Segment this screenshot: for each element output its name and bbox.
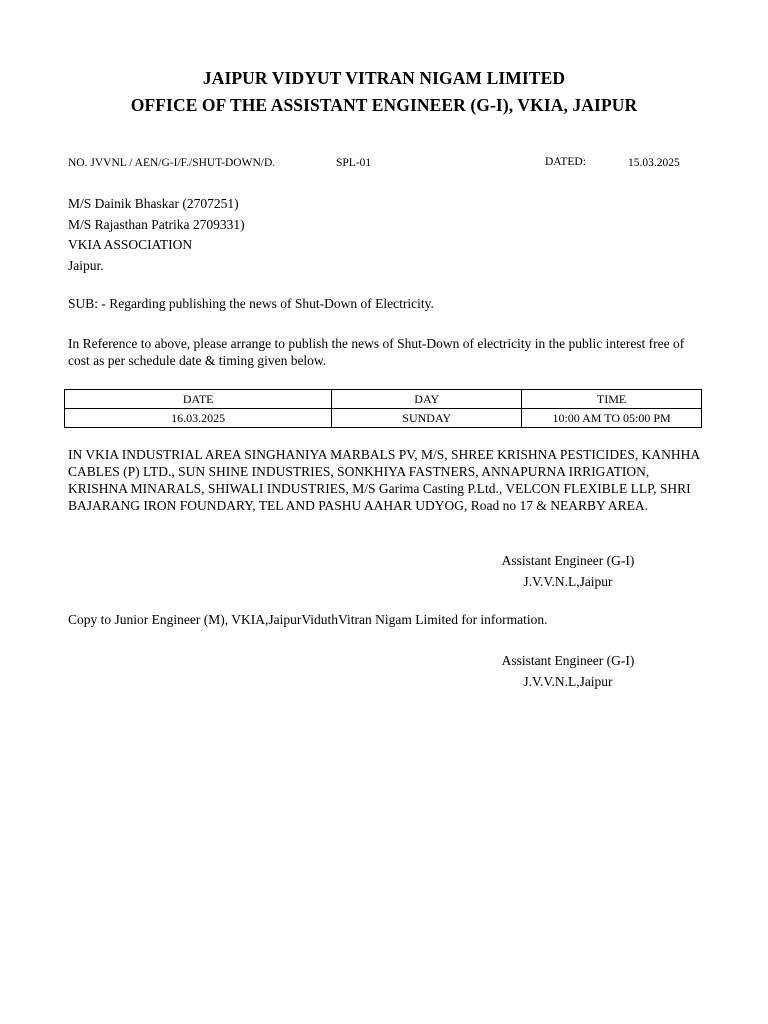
column-header-day: DAY [332, 390, 522, 409]
reference-spl: SPL-01 [336, 157, 372, 169]
body-paragraph: In Reference to above, please arrange to publish the news of Shut-Down of electricity in the public interest free of cost as per schedule date & timing given below. [68, 336, 685, 368]
table-row [65, 409, 702, 428]
column-header-time: TIME [522, 390, 702, 409]
office-title: OFFICE OF THE ASSISTANT ENGINEER (G-I), VKIA, JAIPUR [130, 95, 638, 115]
signature-block-copy [470, 650, 666, 692]
cell-day: SUNDAY [332, 409, 522, 428]
organization-title: JAIPUR VIDYUT VITRAN NIGAM LIMITED [202, 68, 566, 88]
reference-number: NO. JVVNL / AEN/G-I/F./SHUT-DOWN/D. [68, 157, 276, 169]
addressee-line: M/S Dainik Bhaskar (2707251) [68, 196, 239, 211]
table-header-row [65, 390, 702, 409]
shutdown-schedule-table [64, 389, 702, 428]
addressee-line: M/S Rajasthan Patrika 2709331) [68, 216, 245, 232]
addressee-line: VKIA ASSOCIATION [68, 237, 193, 252]
subject-line: SUB: - Regarding publishing the news of Shut-Down of Electricity. [68, 296, 434, 311]
signatory-designation: Assistant Engineer (G-I) [501, 653, 635, 668]
letter-date: 15.03.2025 [628, 157, 680, 169]
column-header-date: DATE [65, 390, 332, 409]
addressee-line: Jaipur. [68, 257, 104, 273]
affected-area-paragraph: IN VKIA INDUSTRIAL AREA SINGHANIYA MARBALS PV, M/S, SHREE KRISHNA PESTICIDES, KANHHA CABLES (P) LTD., SUN SHINE INDUSTRIES, SONKHIYA FASTNERS, ANNAPURNA IRRIGATION, KRISHNA MINARALS, SHIWALI INDUSTRIES, M/S Garima Casting P.Ltd., VELCON FLEXIBLE LLP, SHRI BAJARANG IRON FOUNDARY, TEL AND PASHU AAHAR UDYOG, Road no 17 & NEARBY AREA. [68, 447, 700, 513]
cell-date: 16.03.2025 [65, 409, 332, 428]
signatory-designation: Assistant Engineer (G-I) [501, 553, 635, 568]
copy-to-line: Copy to Junior Engineer (M), VKIA,JaipurViduthVitran Nigam Limited for information. [68, 612, 548, 627]
signatory-organization: J.V.V.N.L,Jaipur [523, 674, 613, 689]
dated-label: DATED: [545, 156, 586, 168]
signature-block [470, 550, 666, 592]
cell-time: 10:00 AM TO 05:00 PM [522, 409, 702, 428]
addressee-block [68, 194, 245, 276]
signatory-organization: J.V.V.N.L,Jaipur [523, 574, 613, 589]
